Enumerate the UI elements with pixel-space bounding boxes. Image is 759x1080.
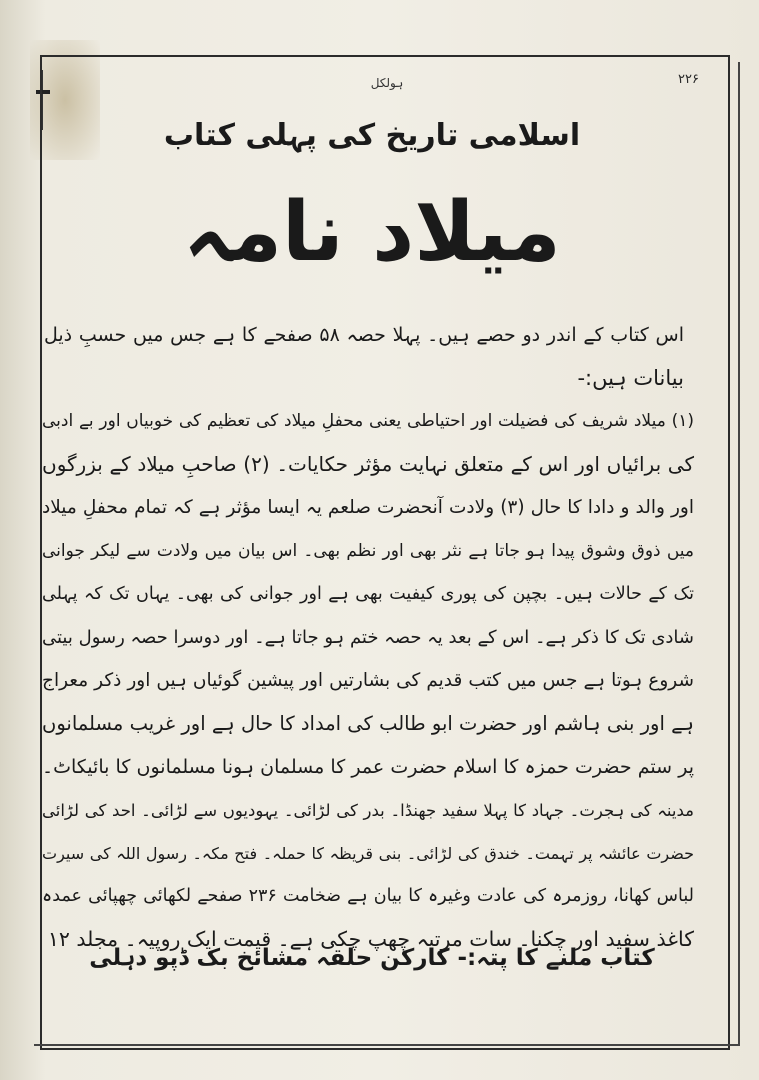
page-number: ۲۲۶ <box>678 72 699 87</box>
body-line: شروع ہوتا ہے جس میں کتب قدیم کی بشارتیں اور پیشین گوئیاں ہیں اور ذکر معراج <box>42 670 694 692</box>
book-title: میلاد نامہ <box>183 185 561 280</box>
body-line: ہے اور بنی ہاشم اور حضرت ابو طالب کی امداد کا حال ہے اور غریب مسلمانوں <box>42 712 694 736</box>
body-line: میں ذوق وشوق پیدا ہو جاتا ہے نثر بھی اور نظم بھی۔ اس بیان میں ولادت سے لیکر جوانی <box>42 540 694 561</box>
body-line: مدینہ کی ہجرت۔ جہاد کا پہلا سفید جھنڈا۔ بدر کی لڑائی۔ یہودیوں سے لڑائی۔ احد کی لڑائی <box>42 800 694 820</box>
body-line: اور والد و دادا کا حال (۳) ولادت آنحضرت صلعم یہ ایسا مؤثر ہے کہ تمام محفلِ میلاد <box>42 497 694 519</box>
body-line: حضرت عائشہ پر تہمت۔ خندق کی لڑائی۔ بنی قریظہ کا حملہ۔ فتح مکہ۔ رسول اللہ کی سیرت <box>42 843 694 863</box>
body-line: (۱) میلاد شریف کی فضیلت اور احتیاطی یعنی محفلِ میلاد کی تعظیم کی خوبیاں اور بے ادبی <box>42 411 694 431</box>
publisher-mark: ہولکل <box>370 76 404 90</box>
body-line: شادی تک کا ذکر ہے۔ اس کے بعد یہ حصہ ختم ہو جاتا ہے۔ اور دوسرا حصہ رسول بیتی <box>42 626 694 648</box>
body-line: کی برائیاں اور اس کے متعلق نہایت مؤثر حکایات۔ (۲) صاحبِ میلاد کے بزرگوں <box>42 452 694 477</box>
intro-line: بیانات ہیں:- <box>577 366 684 391</box>
availability-address: کتاب ملنے کا پتہ:- کارکن حلقہ مشائخ بک ڈپو دہلی <box>89 945 655 971</box>
intro-paragraph <box>44 314 684 400</box>
body-line: کاغذ سفید اور چکنا۔ سات مرتبہ چھپ چکی ہے۔ قیمت ایک روپیہ۔ مجلد ۱۲ <box>47 927 694 952</box>
body-line: پر ستم حضرت حمزہ کا اسلام حضرت عمر کا مسلمان ہونا مسلمانوں کا بائیکاٹ۔ <box>42 755 694 778</box>
intro-line: اس کتاب کے اندر دو حصے ہیں۔ پہلا حصہ ۵۸ صفحے کا ہے جس میں حسبِ ذیل <box>44 324 684 346</box>
contents-description <box>42 400 694 961</box>
body-line: لباس کھانا، روزمرہ کی عادت وغیرہ کا بیان ہے ضخامت ۲۳۶ صفحے لکھائی چھپائی عمدہ <box>42 886 694 907</box>
body-line: تک کے حالات ہیں۔ بچپن کی پوری کیفیت بھی ہے اور جوانی کی بھی۔ یہاں تک کہ پہلی <box>42 583 694 604</box>
book-subtitle: اسلامی تاریخ کی پہلی کتاب <box>163 118 581 153</box>
advertisement-text <box>42 70 702 1050</box>
